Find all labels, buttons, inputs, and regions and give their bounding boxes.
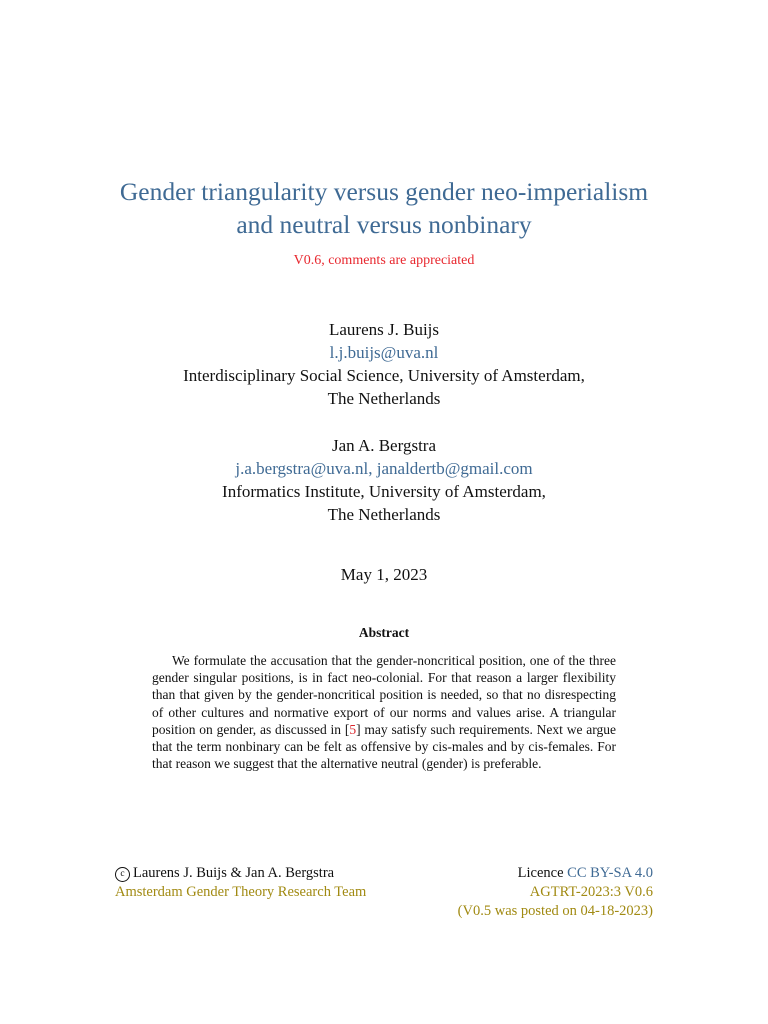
footer-right: [458, 864, 653, 921]
citation-link[interactable]: 5: [349, 721, 357, 737]
version-note: V0.6, comments are appreciated: [293, 253, 475, 268]
abstract-text: [152, 652, 616, 772]
author-affiliation-country: The Netherlands: [327, 389, 441, 408]
author-block-bergstra: [0, 434, 768, 526]
abstract-heading: Abstract: [358, 625, 410, 640]
author-affiliation: Informatics Institute, University of Amsterdam,: [222, 482, 546, 501]
paper-title: [0, 175, 768, 241]
author-email-link[interactable]: l.j.buijs@uva.nl: [329, 343, 439, 362]
copyright-line: [115, 864, 366, 883]
licence-line: [458, 864, 653, 883]
author-name: Laurens J. Buijs: [328, 320, 440, 339]
author-block-buijs: [0, 318, 768, 410]
author-name: Jan A. Bergstra: [331, 436, 437, 455]
abstract-text-part-2: ] may satisfy such requirements. Next we argue that the term nonbinary can be felt as offensive by cis-males and by cis-females. For that reason we suggest that the alternative neutral (gender) is preferable.: [152, 721, 617, 772]
title-line-2: and neutral versus nonbinary: [236, 210, 532, 239]
paper-date: May 1, 2023: [340, 565, 428, 584]
research-team: Amsterdam Gender Theory Research Team: [115, 884, 367, 900]
author-affiliation: Interdisciplinary Social Science, University of Amsterdam,: [183, 366, 585, 385]
author-affiliation-country: The Netherlands: [327, 505, 441, 524]
licence-link[interactable]: CC BY-SA 4.0: [567, 865, 653, 881]
copyright-holders: Laurens J. Buijs & Jan A. Bergstra: [133, 865, 335, 881]
abstract-text-part-1: We formulate the accusation that the gender-noncritical position, one of the three gender singular positions, is in fact neo-colonial. For that reason a larger flexibility than that given by the gender-noncritical position is needed, so that no disrespecting of other cultures and normative export of our norms and values arise. A triangular position on gender, as discussed in [: [152, 653, 616, 737]
title-line-1: Gender triangularity versus gender neo-imperialism: [119, 177, 649, 206]
report-id: AGTRT-2023:3 V0.6: [529, 884, 653, 900]
footer-left: [115, 864, 366, 902]
author-email-link[interactable]: j.a.bergstra@uva.nl, janaldertb@gmail.com: [235, 459, 533, 478]
copyright-icon: c: [115, 867, 130, 882]
licence-label: Licence: [517, 865, 568, 881]
previous-version-note: (V0.5 was posted on 04-18-2023): [457, 903, 653, 919]
